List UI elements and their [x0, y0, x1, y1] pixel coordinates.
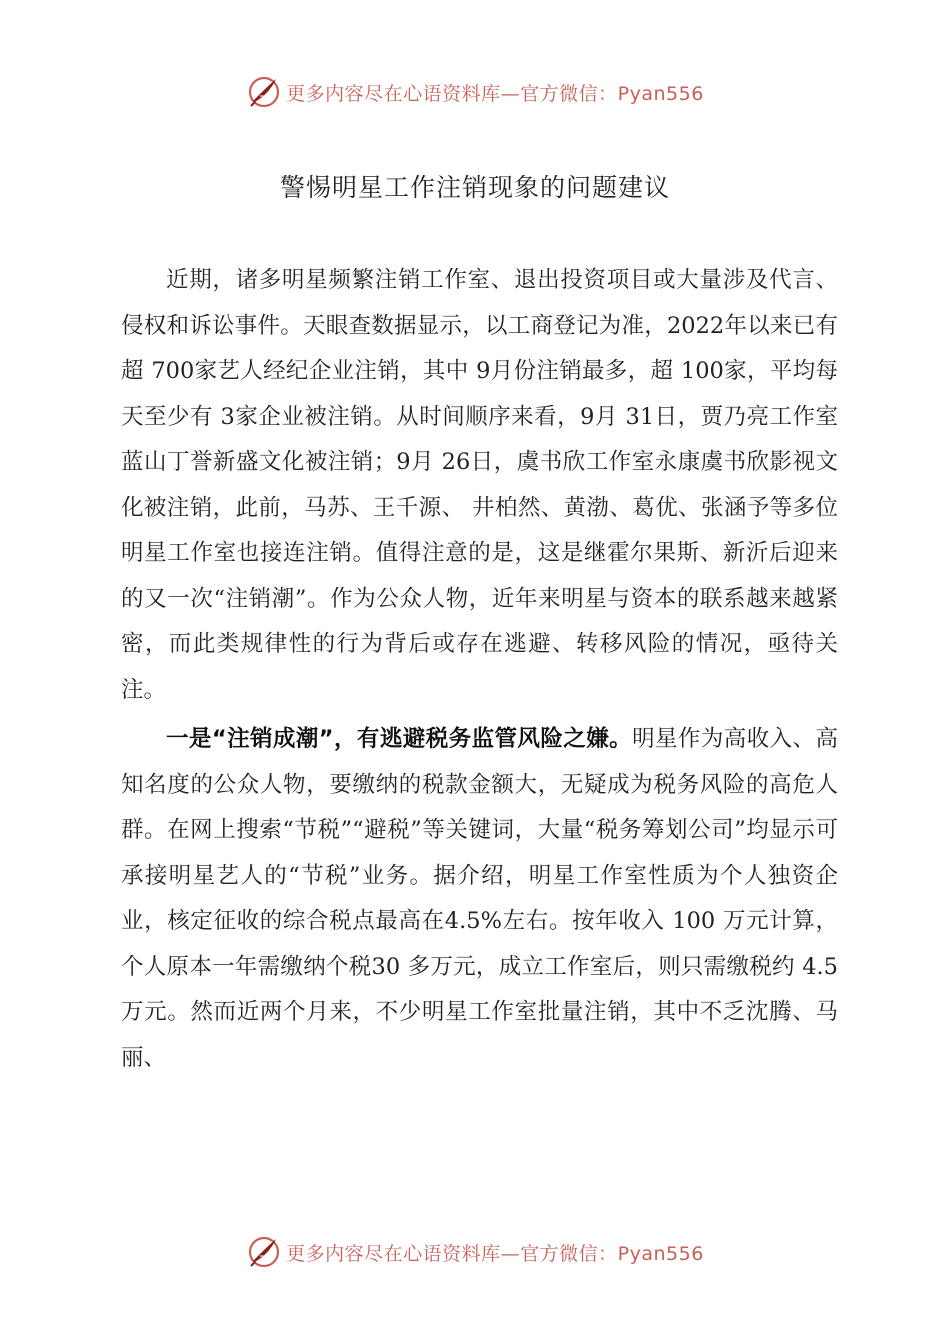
paragraph-intro: 近期，诸多明星频繁注销工作室、退出投资项目或大量涉及代言、侵权和诉讼事件。天眼查数据显示，以工商登记为准，2022年以来已有超 700家艺人经纪企业注销，其中 9月份注销最多，超 100家，平均每天至少有 3家企业被注销。从时间顺序来看，9月 31日，贾乃亮工作室蓝山丁誉新盛文化被注销；9月 26日，虞书欣工作室永康虞书欣影视文化被注销，此前，马苏、王千源、 井柏然、黄渤、葛优、张涵予等多位明星工作室也接连注销。值得注意的是，这是继霍尔果斯、新沂后迎来的又一次“注销潮”。作为公众人物，近年来明星与资本的联系越来越紧密，而此类规律性的行为背后或存在逃避、转移风险的情况，亟待关注。: [121, 267, 838, 703]
paragraph-point-one: [121, 717, 838, 1081]
quill-logo-icon: [246, 74, 282, 110]
banner-text: 更多内容尽在心语资料库—官方微信：Pyan556: [286, 1242, 704, 1265]
footer-banner: [0, 1230, 950, 1274]
paragraph-point-one-body: 明星作为高收入、高知名度的公众人物，要缴纳的税款金额大，无疑成为税务风险的高危人群。在网上搜索“节税”“避税”等关键词，大量“税务筹划公司”均显示可承接明星艺人的“节税”业务。据介绍，明星工作室性质为个人独资企业，核定征收的综合税点最高在4.5%左右。按年收入 100 万元计算，个人原本一年需缴纳个税30 多万元，成立工作室后，则只需缴税约 4.5 万元。然而近两个月来，不少明星工作室批量注销，其中不乏沈腾、马丽、: [121, 726, 838, 1071]
paragraph-lead-heading: 一是“注销成潮”，有逃避税务监管风险之嫌。: [166, 726, 633, 752]
document-title: 警惕明星工作注销现象的问题建议: [279, 173, 670, 202]
header-banner: [0, 70, 950, 114]
document-body: [121, 258, 838, 1085]
banner-handle: Pyan556: [617, 82, 704, 105]
quill-logo-icon: [246, 1234, 282, 1270]
banner-handle: Pyan556: [617, 1242, 704, 1265]
banner-text: 更多内容尽在心语资料库—官方微信：Pyan556: [286, 82, 704, 105]
